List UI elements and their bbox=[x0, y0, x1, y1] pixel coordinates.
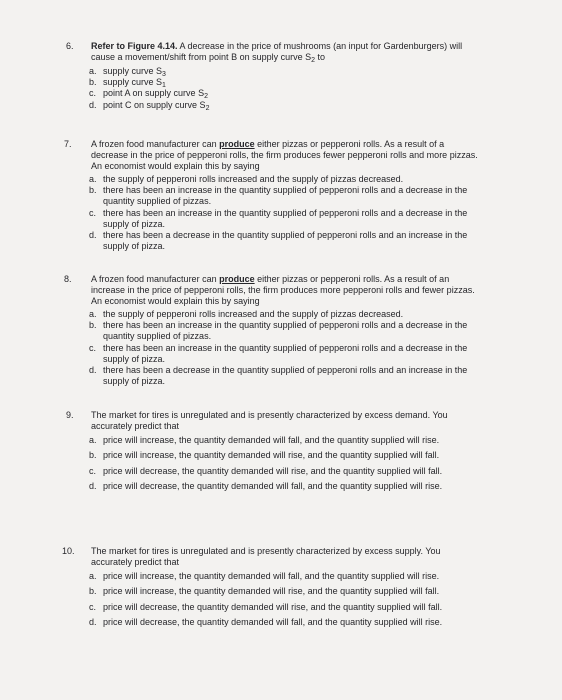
option-text: supply curve S bbox=[103, 77, 163, 88]
question-stem bbox=[91, 274, 481, 308]
option-a[interactable] bbox=[89, 435, 484, 445]
question-number: 6. bbox=[66, 41, 74, 51]
stem-text: either pizzas or pepperoni rolls. As a result of a decrease in the price of pepperoni rolls, the firm produces fewer pepperoni rolls and more pizzas. An economist would explain this by saying bbox=[91, 139, 478, 172]
option-letter: d. bbox=[89, 230, 97, 241]
option-d[interactable] bbox=[89, 365, 484, 387]
option-text: there has been an increase in the quantity supplied of pepperoni rolls and a decrease in the supply of pizza. bbox=[103, 207, 468, 229]
option-c[interactable] bbox=[89, 466, 484, 476]
option-letter: d. bbox=[89, 617, 97, 628]
subscript: 2 bbox=[204, 93, 208, 101]
option-d[interactable] bbox=[89, 481, 484, 491]
subscript: 1 bbox=[162, 82, 166, 90]
option-b[interactable] bbox=[89, 77, 484, 88]
option-text: price will decrease, the quantity demanded will rise, and the quantity supplied will fall. bbox=[103, 601, 443, 612]
option-letter: d. bbox=[89, 99, 97, 110]
option-b[interactable] bbox=[89, 320, 484, 342]
stem-text: A frozen food manufacturer can bbox=[91, 274, 220, 284]
option-letter: c. bbox=[89, 207, 97, 218]
question-stem bbox=[91, 139, 481, 173]
option-letter: a. bbox=[89, 571, 97, 581]
stem-text: A decrease in the price of mushrooms (an input for Gardenburgers) will cause a movement/shift from point B on supply curve S bbox=[91, 41, 463, 63]
option-letter: c. bbox=[89, 465, 97, 476]
option-letter: a. bbox=[89, 66, 97, 76]
option-text: point A on supply curve S bbox=[103, 88, 205, 99]
option-letter: b. bbox=[89, 586, 97, 597]
options-list bbox=[89, 66, 484, 111]
option-letter: a. bbox=[89, 435, 97, 445]
stem-text: to bbox=[315, 52, 326, 63]
options-list bbox=[89, 309, 484, 387]
option-letter: c. bbox=[89, 342, 97, 353]
stem-text: either pizzas or pepperoni rolls. As a result of an increase in the price of pepperoni rolls, the firm produces more pepperoni rolls and fewer pizzas. An economist would explain this by saying bbox=[91, 274, 475, 307]
figure-reference: Refer to Figure 4.14. bbox=[91, 41, 178, 51]
option-letter: c. bbox=[89, 601, 97, 612]
option-letter: b. bbox=[89, 77, 97, 88]
option-a[interactable] bbox=[89, 66, 484, 77]
option-letter: a. bbox=[89, 174, 97, 184]
option-text: there has been an increase in the quantity supplied of pepperoni rolls and a decrease in the quantity supplied of pizzas. bbox=[103, 185, 468, 207]
option-letter: a. bbox=[89, 309, 97, 319]
option-c[interactable] bbox=[89, 343, 484, 365]
option-letter: b. bbox=[89, 450, 97, 461]
option-text: point C on supply curve S bbox=[103, 99, 206, 110]
question-number: 10. bbox=[62, 546, 75, 556]
question-stem: The market for tires is unregulated and is presently characterized by excess supply. You accurately predict that bbox=[91, 546, 441, 568]
option-text: price will increase, the quantity demanded will rise, and the quantity supplied will fall. bbox=[103, 586, 440, 597]
option-text: price will decrease, the quantity demanded will fall, and the quantity supplied will rise. bbox=[103, 617, 443, 628]
option-b[interactable] bbox=[89, 450, 484, 460]
option-a[interactable] bbox=[89, 571, 484, 581]
stem-text: A frozen food manufacturer can bbox=[91, 139, 220, 149]
option-letter: b. bbox=[89, 185, 97, 196]
question-number: 9. bbox=[66, 410, 74, 420]
emphasized-word: produce bbox=[219, 139, 255, 149]
options-list bbox=[89, 571, 484, 628]
subscript: 2 bbox=[205, 104, 210, 112]
option-c[interactable] bbox=[89, 602, 484, 612]
option-d[interactable] bbox=[89, 230, 484, 252]
option-b[interactable] bbox=[89, 586, 484, 596]
emphasized-word: produce bbox=[219, 274, 255, 284]
option-b[interactable] bbox=[89, 185, 484, 207]
option-letter: d. bbox=[89, 481, 97, 492]
option-d[interactable] bbox=[89, 100, 484, 111]
question-stem bbox=[91, 41, 481, 63]
option-letter: d. bbox=[89, 365, 97, 376]
option-text: there has been a decrease in the quantity supplied of pepperoni rolls and an increase in the supply of pizza. bbox=[103, 230, 468, 252]
option-a[interactable] bbox=[89, 174, 484, 185]
subscript: 3 bbox=[162, 71, 166, 78]
option-text: there has been an increase in the quantity supplied of pepperoni rolls and a decrease in the quantity supplied of pizzas. bbox=[103, 320, 468, 342]
option-text: price will increase, the quantity demanded will rise, and the quantity supplied will fall. bbox=[103, 450, 440, 461]
option-text: the supply of pepperoni rolls increased and the supply of pizzas decreased. bbox=[103, 309, 404, 319]
option-text: the supply of pepperoni rolls increased and the supply of pizzas decreased. bbox=[103, 174, 404, 184]
option-text: price will increase, the quantity demanded will fall, and the quantity supplied will rise. bbox=[103, 571, 440, 581]
option-text: price will decrease, the quantity demanded will fall, and the quantity supplied will rise. bbox=[103, 481, 443, 492]
option-text: price will decrease, the quantity demanded will rise, and the quantity supplied will fall. bbox=[103, 465, 443, 476]
option-text: there has been an increase in the quantity supplied of pepperoni rolls and a decrease in the supply of pizza. bbox=[103, 342, 468, 364]
option-text: supply curve S bbox=[103, 66, 163, 76]
option-text: price will increase, the quantity demanded will fall, and the quantity supplied will rise. bbox=[103, 435, 440, 445]
option-c[interactable] bbox=[89, 88, 484, 99]
option-a[interactable] bbox=[89, 309, 484, 320]
question-stem: The market for tires is unregulated and is presently characterized by excess demand. You accurately predict that bbox=[91, 410, 448, 432]
options-list bbox=[89, 435, 484, 492]
option-c[interactable] bbox=[89, 208, 484, 230]
option-text: there has been a decrease in the quantity supplied of pepperoni rolls and an increase in the supply of pizza. bbox=[103, 365, 468, 387]
options-list bbox=[89, 174, 484, 252]
subscript: 2 bbox=[311, 57, 316, 65]
option-letter: b. bbox=[89, 320, 97, 331]
option-letter: c. bbox=[89, 88, 97, 99]
question-number: 8. bbox=[64, 274, 72, 284]
option-d[interactable] bbox=[89, 617, 484, 627]
question-number: 7. bbox=[64, 139, 72, 149]
